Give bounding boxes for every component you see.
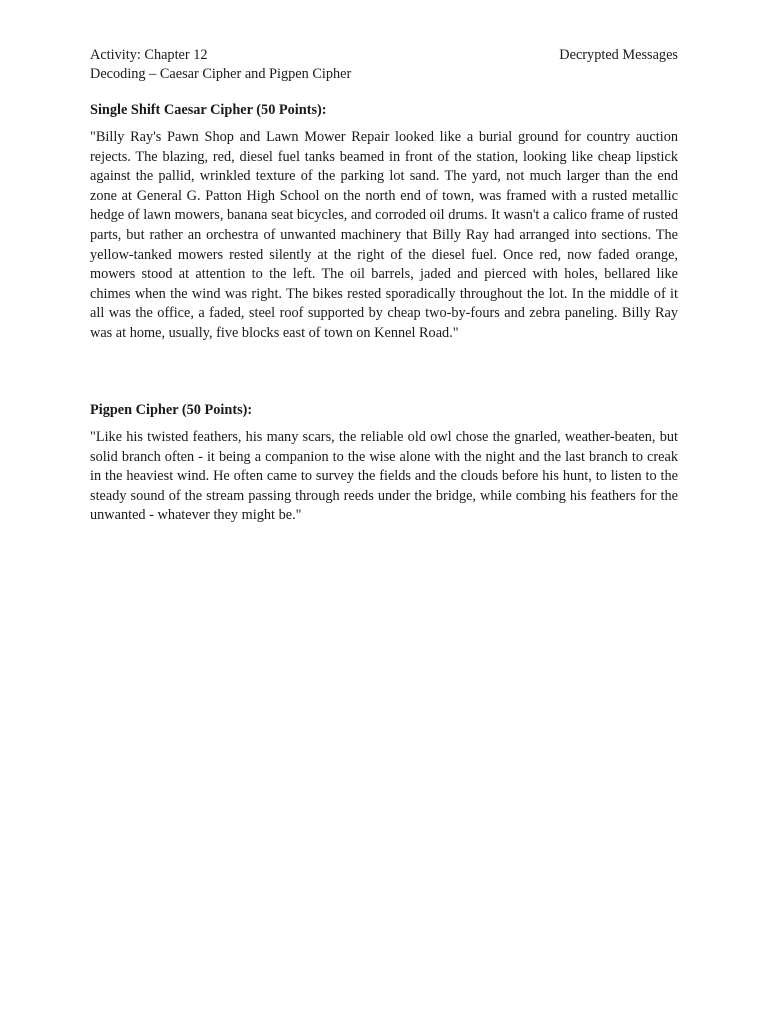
header-right: Decrypted Messages [559, 47, 678, 63]
section-body-pigpen: "Like his twisted feathers, his many scars, the reliable old owl chose the gnarled, weather-beaten, but solid branch often - it being a companion to the wise alone with the night and the last branch to creak in the heaviest wind. He often came to survey the fields and the clouds before his hunt, to listen to the steady sound of the stream passing through reeds under the bridge, while combing his feathers for the unwanted - whatever they might be." [90, 429, 678, 524]
section-heading-caesar: Single Shift Caesar Cipher (50 Points): [90, 102, 327, 118]
section-body-caesar: "Billy Ray's Pawn Shop and Lawn Mower Repair looked like a burial ground for country auction rejects. The blazing, red, diesel fuel tanks beamed in front of the station, looking like cheap lipstick against the pallid, wrinkled texture of the parking lot sand. The yard, not much larger than the end zone at General G. Patton High School on the north end of town, was framed with a rusted metallic hedge of lawn mowers, banana seat bicycles, and corroded oil drums. It wasn't a calico frame of rusted parts, but rather an orchestra of unwanted machinery that Billy Ray had arranged into sections. The yellow-tanked mowers rested silently at the right of the diesel fuel. Once red, now faded orange, mowers stood at attention to the left. The oil barrels, jaded and pierced with holes, bellared like chimes when the wind was right. The bikes rested sporadically throughout the lot. In the middle of it all was the office, a faded, steel roof supported by cheap two-by-fours and zebra paneling. Billy Ray was at home, usually, five blocks east of town on Kennel Road." [90, 129, 678, 341]
page-header [90, 46, 678, 65]
section-caesar-cipher [90, 101, 678, 344]
section-pigpen-cipher [90, 401, 678, 526]
section-heading-pigpen: Pigpen Cipher (50 Points): [90, 402, 253, 418]
subtitle: Decoding – Caesar Cipher and Pigpen Cipher [90, 66, 352, 82]
header-left: Activity: Chapter 12 [90, 47, 208, 63]
